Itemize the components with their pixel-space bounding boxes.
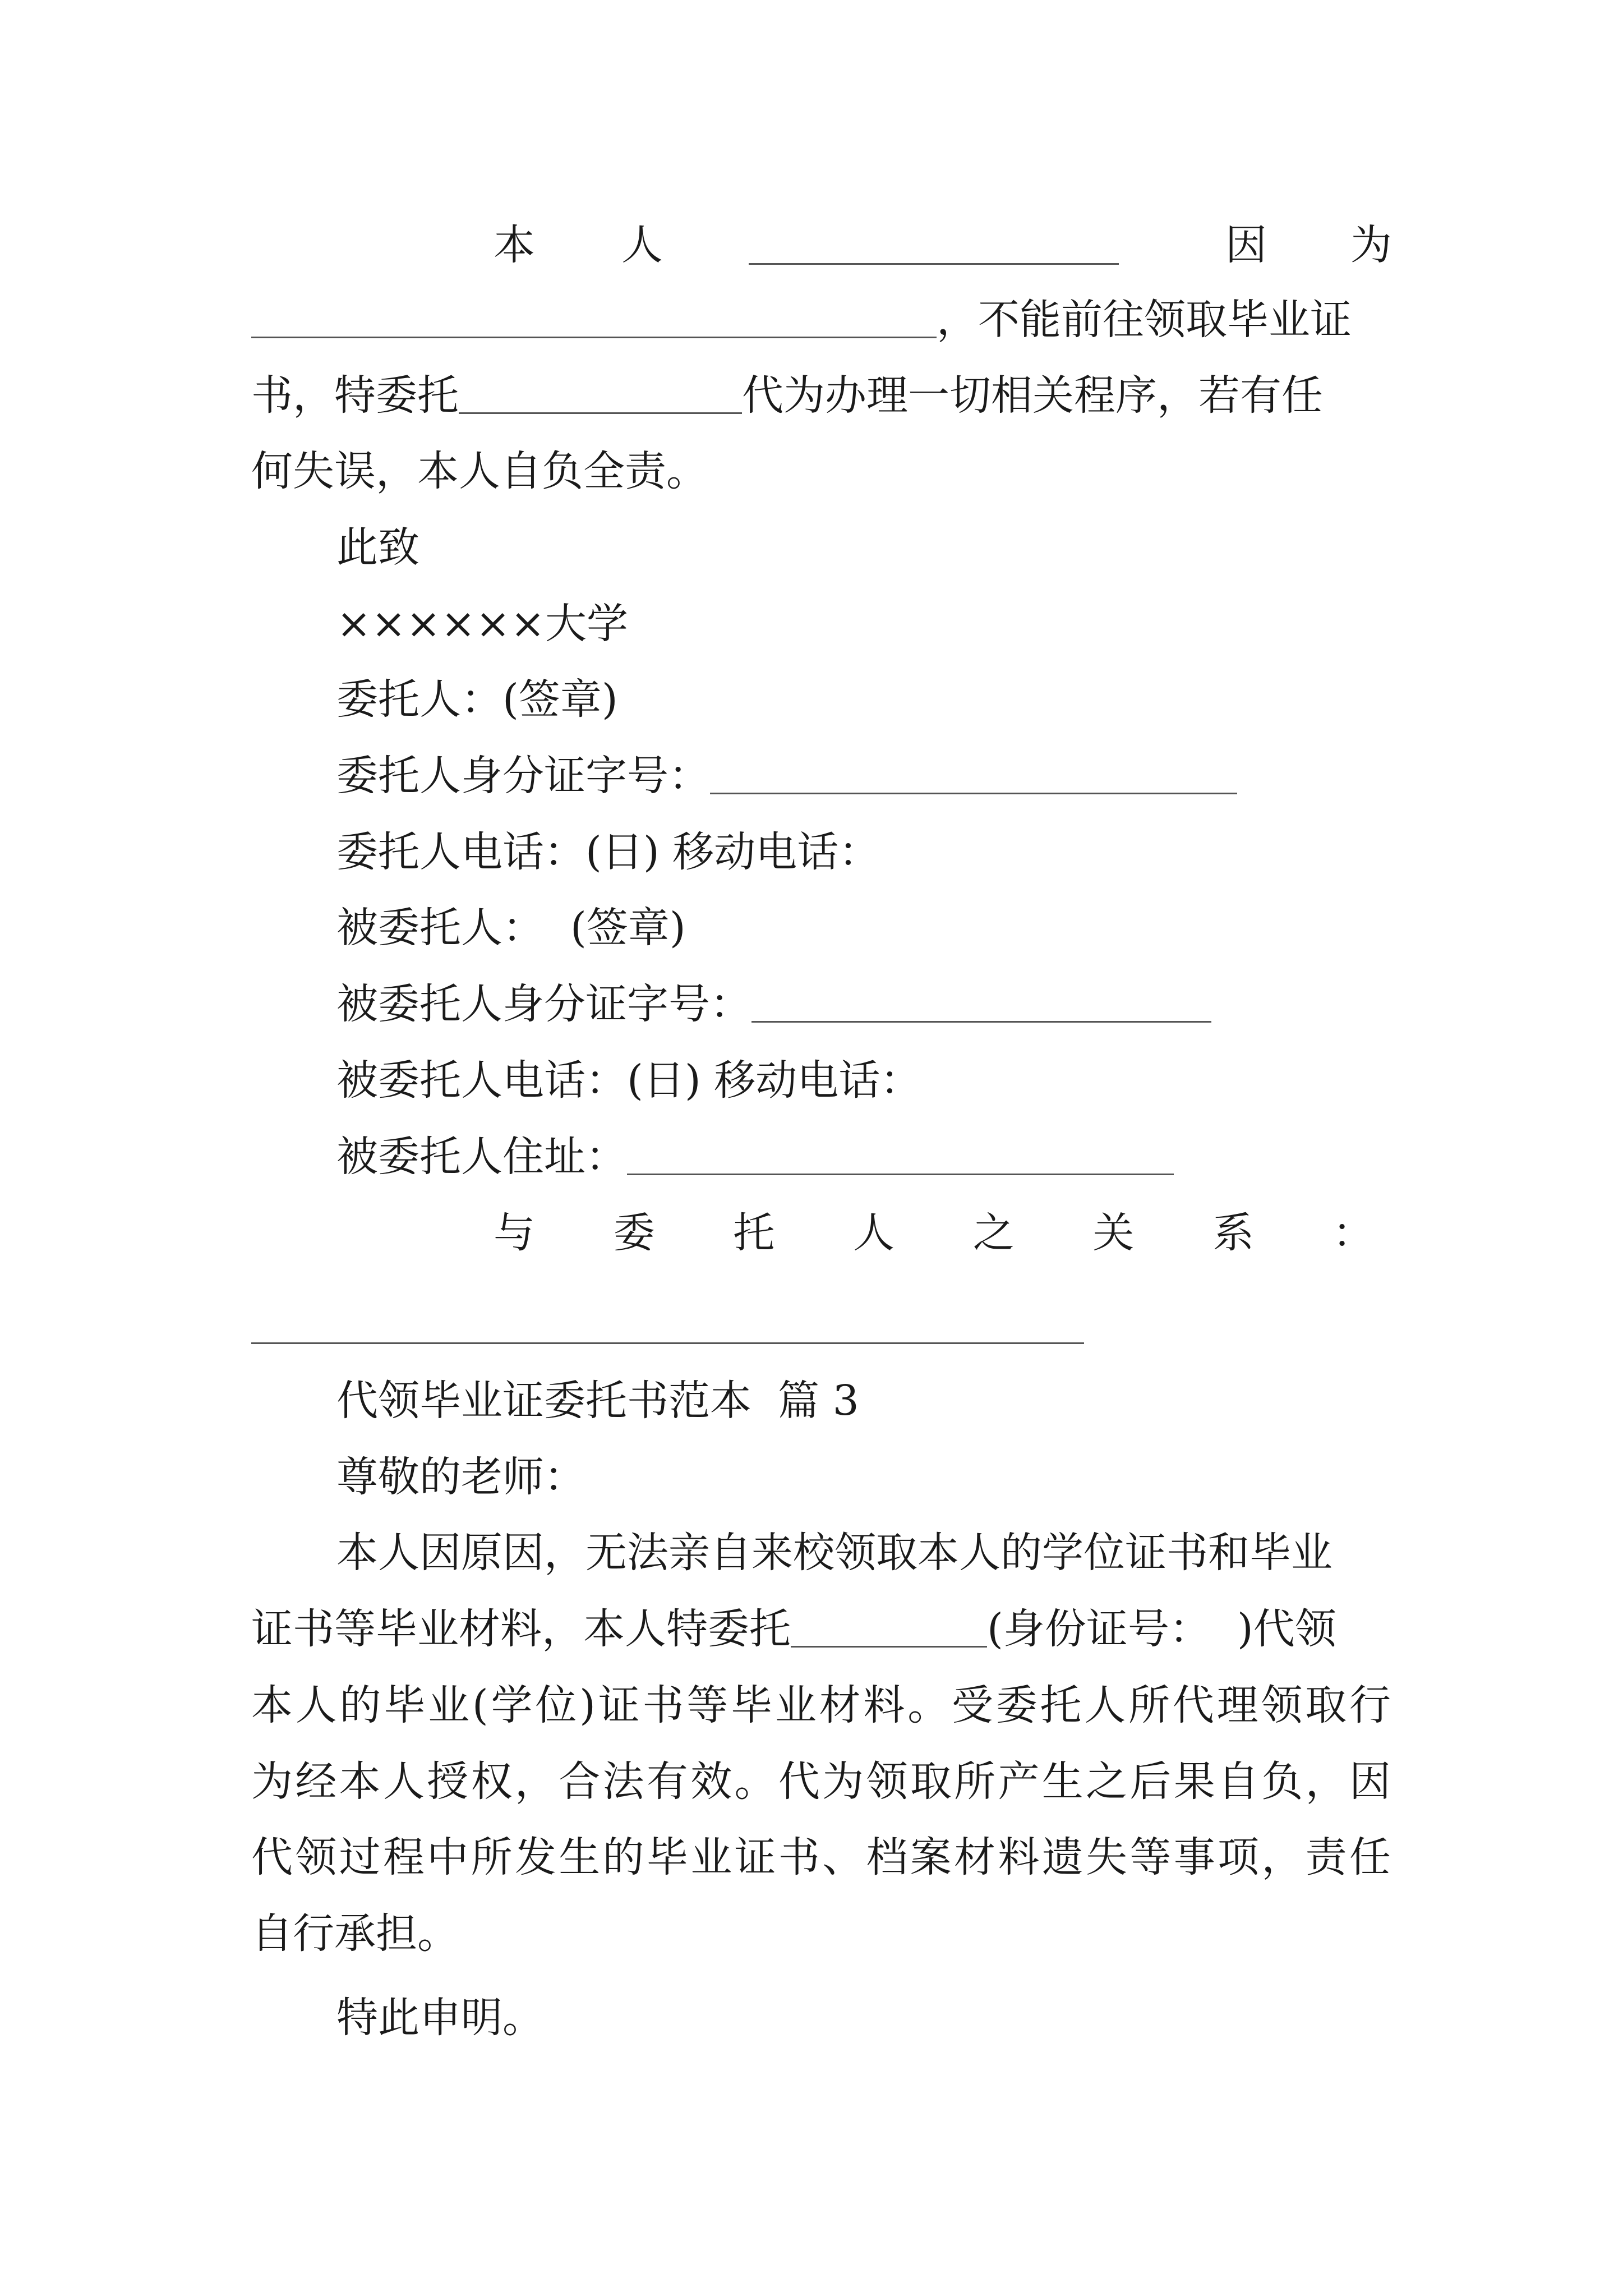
section3-body-text: 为经本人授权，合法有效。代为领取所产生之后果自负，因 — [251, 1757, 1394, 1806]
para1-line2 — [251, 292, 1391, 348]
section3-body-text: 本人因原因，无法亲自来校领取本人的学位证书和毕业 — [336, 1529, 1332, 1577]
relation-char: 之 — [972, 1209, 1015, 1257]
para1-line1 — [494, 217, 1391, 273]
para1-word-ben: 本 — [494, 221, 535, 269]
agent-blank — [459, 378, 742, 414]
salutation-line — [336, 1449, 1391, 1505]
relation-blank — [251, 1342, 1084, 1344]
principal-phone-line — [336, 824, 1391, 880]
relation-char: 与 — [494, 1209, 535, 1257]
agent-id-line — [336, 976, 1391, 1032]
agent-address-blank — [627, 1139, 1174, 1175]
agent-name-blank — [791, 1611, 987, 1648]
principal-phone-text: 委托人电话：(日) 移动电话： — [336, 828, 880, 876]
agent-address-line — [336, 1129, 1391, 1185]
section3-body-line — [251, 1754, 1394, 1810]
section3-line2-post: (身份证号： )代领 — [987, 1605, 1336, 1653]
para1-word-yin: 因 — [1225, 221, 1267, 269]
para1-line3-post: 代为办理一切相关程序，若有任 — [742, 371, 1323, 420]
agent-address-label: 被委托人住址： — [336, 1133, 627, 1181]
section3-body-line — [251, 1677, 1394, 1733]
agent-sign-line — [336, 900, 1391, 956]
para1-word-wei: 为 — [1350, 221, 1392, 269]
section3-body-line — [251, 1906, 1391, 1962]
section3-title: 代领毕业证委托书范本 篇 3 — [336, 1377, 859, 1425]
para1-word-ren: 人 — [621, 221, 663, 269]
relation-char: 托 — [733, 1209, 775, 1257]
para1-line2-text: ，不能前往领取毕业证 — [937, 296, 1352, 344]
relation-char: 关 — [1092, 1209, 1135, 1257]
agent-sign-text: 被委托人： (签章) — [336, 904, 686, 952]
recipient-text: ××××××大学 — [336, 600, 629, 648]
salutation-text: 尊敬的老师： — [336, 1453, 585, 1501]
reason-blank — [251, 302, 937, 338]
relation-char: ： — [1332, 1209, 1374, 1257]
relation-line — [494, 1205, 1374, 1261]
recipient-line — [336, 596, 1391, 652]
declaration-line — [336, 1990, 1391, 2046]
relation-char: 委 — [613, 1209, 655, 1257]
relation-char: 系 — [1212, 1209, 1255, 1257]
principal-id-line — [336, 748, 1391, 804]
section3-body-line — [251, 1829, 1394, 1885]
principal-id-label: 委托人身分证字号： — [336, 752, 710, 800]
relation-char: 人 — [853, 1209, 895, 1257]
para1-line3-pre: 书，特委托 — [251, 371, 459, 420]
agent-id-blank — [751, 986, 1211, 1023]
section3-body-text: 自行承担。 — [251, 1910, 459, 1958]
name-blank — [749, 228, 1119, 265]
section3-body-text: 本人的毕业(学位)证书等毕业材料。受委托人所代理领取行 — [251, 1681, 1394, 1729]
section3-line2-pre: 证书等毕业材料，本人特委托 — [251, 1605, 791, 1653]
section3-body-text: 代领过程中所发生的毕业证书、档案材料遗失等事项，责任 — [251, 1833, 1394, 1881]
principal-sign-line — [336, 671, 1391, 728]
agent-id-label: 被委托人身分证字号： — [336, 980, 751, 1028]
agent-phone-line — [336, 1052, 1391, 1108]
para1-line4-text: 何失误，本人自负全责。 — [251, 447, 708, 495]
section3-body-line — [251, 1601, 1391, 1657]
agent-phone-text: 被委托人电话：(日) 移动电话： — [336, 1056, 922, 1105]
closing-line — [336, 519, 1391, 576]
principal-sign-text: 委托人：(签章) — [336, 675, 618, 724]
principal-id-blank — [710, 758, 1237, 794]
section3-body-line — [336, 1525, 1391, 1581]
section3-title-line — [336, 1373, 1391, 1429]
closing-text: 此致 — [336, 523, 419, 572]
declaration-text: 特此申明。 — [336, 1994, 544, 2042]
para1-line3 — [251, 367, 1391, 424]
para1-line4 — [251, 443, 1391, 499]
